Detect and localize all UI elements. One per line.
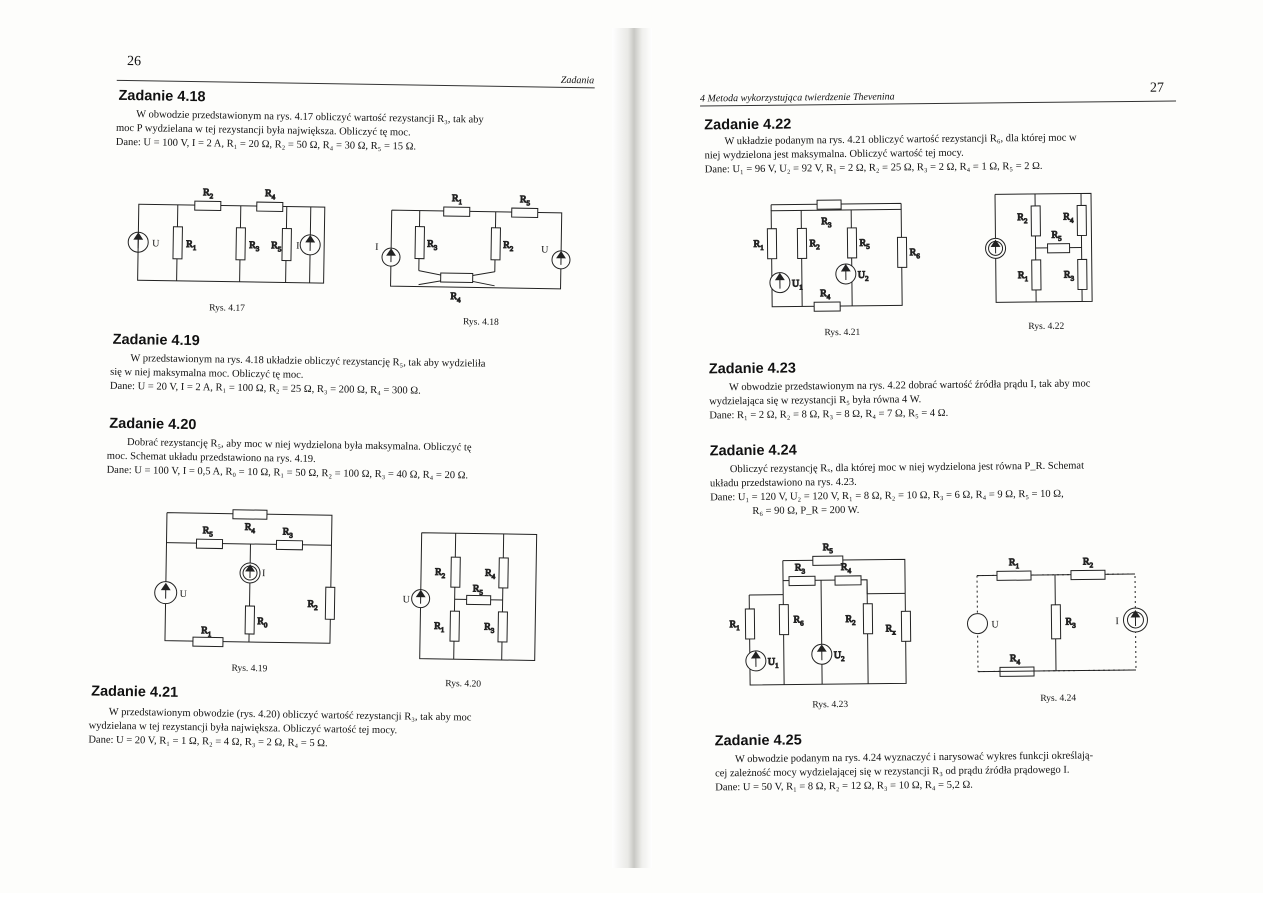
task-line: W przedstawionym obwodzie (rys. 4.20) obliczyć wartość rezystancji R₃, tak aby moc — [108, 706, 472, 724]
figure-caption: Rys. 4.18 — [462, 317, 499, 328]
task-given: Dane: U₁ = 96 V, U₂ = 92 V, R₁ = 2 Ω, R₂ = 25 Ω, R₃ = 2 Ω, R₄ = 1 Ω, R₅ = 2 Ω. — [704, 160, 1043, 176]
task-line: W obwodzie przedstawionym na rys. 4.17 obliczyć wartość rezystancji R₃, tak aby — [136, 109, 484, 126]
label-r3: $R_3$ — [821, 216, 832, 230]
task-line: wydzielająca się w rezystancji R₅ była równa 4 W. — [709, 394, 922, 408]
task-given: R₆ = 90 Ω, P_R = 200 W. — [752, 504, 860, 517]
label-r6: $R_6$ — [909, 247, 920, 261]
label-u2: $U_2$ — [857, 269, 869, 283]
task-given: Dane: U = 20 V, R₁ = 1 Ω, R₂ = 4 Ω, R₃ = 2 Ω, R₄ = 5 Ω. — [88, 734, 328, 750]
task-text — [715, 748, 1211, 795]
label-u: U — [991, 619, 999, 631]
task-text — [107, 436, 600, 486]
label-r2: $R_2$ — [202, 187, 214, 201]
label-r3: $R_3$ — [794, 562, 806, 576]
task-line: W obwodzie przedstawionym na rys. 4.22 dobrać wartość źródła prądu I, tak aby moc — [728, 378, 1091, 394]
label-r5: $R_5$ — [822, 542, 833, 556]
task-given: Dane: U = 100 V, I = 0,5 A, R₀ = 10 Ω, R₁ = 50 Ω, R₂ = 100 Ω, R₃ = 40 Ω, R₄ = 20 Ω. — [106, 464, 469, 482]
running-head: Zadania — [560, 74, 595, 87]
label-r4: $R_4$ — [244, 521, 255, 536]
label-r2: $R_2$ — [1017, 212, 1028, 226]
label-r3: $R_3$ — [427, 238, 438, 252]
label-r2: $R_2$ — [307, 598, 318, 613]
figure-caption: Rys. 4.17 — [209, 303, 246, 314]
label-rx: $R_x$ — [885, 623, 896, 637]
label-r1: $R_1$ — [1008, 557, 1020, 571]
task-line: układu przedstawiono na rys. 4.23. — [709, 476, 857, 490]
figure-caption: Rys. 4.20 — [445, 679, 482, 690]
circuit-diagram — [965, 540, 1166, 682]
label-i: I — [375, 241, 379, 253]
label-r4: $R_4$ — [450, 291, 461, 305]
task-given: Dane: U = 100 V, I = 2 A, R₁ = 20 Ω, R₂ = 50 Ω, R₄ = 30 Ω, R₅ = 15 Ω. — [115, 136, 417, 153]
label-i: I — [296, 240, 300, 252]
label-r4: $R_4$ — [484, 567, 496, 581]
circuit-diagram — [727, 537, 929, 694]
task-title: Zadanie 4.25 — [714, 732, 802, 750]
task-line: Obliczyć rezystancję Rₓ, dla której moc w niej wydzielona jest równa P_R. Schemat — [729, 460, 1085, 476]
label-r2: $R_2$ — [845, 613, 856, 627]
label-r4: $R_4$ — [1063, 211, 1074, 225]
label-r4: $R_4$ — [264, 188, 276, 202]
task-text — [709, 376, 1199, 423]
task-line: cej zależność mocy wydzielającej się w rezystancji R₃ od prądu źródła prądowego I. — [715, 764, 1070, 780]
task-text — [88, 705, 589, 755]
task-title: Zadanie 4.20 — [109, 415, 197, 434]
figure-caption: Rys. 4.24 — [1040, 693, 1077, 704]
task-text — [710, 458, 1211, 519]
label-u1: $U_1$ — [791, 278, 803, 292]
label-r5: $R_5$ — [472, 583, 483, 597]
label-u: U — [152, 238, 160, 250]
task-text — [704, 130, 1194, 177]
label-u: U — [402, 594, 410, 606]
task-title: Zadanie 4.18 — [118, 87, 206, 106]
book-gutter — [612, 28, 652, 868]
task-line: się w niej maksymalna moc. Obliczyć tę moc. — [110, 366, 304, 381]
label-u1: $U_1$ — [767, 656, 779, 670]
page-number: 26 — [126, 54, 142, 70]
label-r1: $R_1$ — [729, 619, 740, 633]
figure-caption: Rys. 4.19 — [231, 663, 268, 675]
task-given: Dane: U = 50 V, R₁ = 8 Ω, R₂ = 12 Ω, R₃ = 10 Ω, R₄ = 5,2 Ω. — [715, 779, 973, 794]
task-line: niej wydzielona jest maksymalna. Obliczyć wartość tej mocy. — [704, 147, 964, 162]
task-line: moc P wydzielana w tej rezystancji była największa. Obliczyć tę moc. — [115, 122, 411, 139]
running-head: 4 Metoda wykorzystująca twierdzenie Thevenina — [699, 91, 895, 105]
figure-caption: Rys. 4.22 — [1028, 321, 1065, 333]
task-line: moc. Schemat układu przedstawiono na rys. 4.19. — [106, 450, 316, 466]
label-r1: $R_1$ — [186, 238, 197, 253]
circuit-diagram — [370, 186, 602, 305]
task-line: wydzielana w tej rezystancji była największa. Obliczyć wartość tej mocy. — [88, 720, 398, 737]
label-r5: $R_5$ — [859, 237, 870, 251]
label-i: I — [1115, 616, 1119, 628]
task-title: Zadanie 4.24 — [709, 442, 797, 460]
circuit-diagram — [751, 193, 922, 315]
figure-caption: Rys. 4.23 — [812, 699, 849, 711]
label-r3: $R_3$ — [1063, 269, 1075, 283]
task-title: Zadanie 4.23 — [708, 360, 796, 378]
page-number: 27 — [1149, 80, 1164, 96]
circuit-diagram — [390, 518, 572, 671]
task-line: W układzie podanym na rys. 4.21 obliczyć wartość rezystancji R₆, dla której moc w — [724, 132, 1077, 148]
label-r4: $R_4$ — [840, 561, 852, 575]
label-u2: $U_2$ — [833, 650, 845, 664]
label-r3: $R_3$ — [484, 621, 495, 635]
task-title: Zadanie 4.21 — [91, 683, 179, 701]
label-r2: $R_2$ — [503, 239, 514, 254]
left-page — [0, 0, 612, 903]
label-r5: $R_5$ — [1051, 229, 1062, 243]
task-given: Dane: U = 20 V, I = 2 A, R₁ = 100 Ω, R₂ = 25 Ω, R₃ = 200 Ω, R₄ = 300 Ω. — [109, 380, 421, 397]
label-r3: $R_3$ — [282, 526, 293, 540]
label-r6: $R_6$ — [793, 614, 804, 628]
label-r5: $R_5$ — [519, 194, 531, 208]
task-given: Dane: R₁ = 2 Ω, R₂ = 8 Ω, R₃ = 8 Ω, R₄ = 7 Ω, R₅ = 4 Ω. — [709, 407, 949, 422]
label-r5: $R_5$ — [271, 240, 282, 254]
label-r2: $R_2$ — [1082, 556, 1094, 570]
circuit-diagram — [981, 185, 1112, 314]
task-title: Zadanie 4.22 — [704, 116, 792, 134]
label-r1: $R_1$ — [201, 625, 212, 639]
label-r1: $R_1$ — [434, 620, 445, 635]
task-line: W przedstawionym na rys. 4.18 układzie obliczyć rezystancję R₅, tak aby wydzieliła — [130, 353, 486, 370]
task-line: W obwodzie podanym na rys. 4.24 wyznaczyć i narysować wykres funkcji określają- — [734, 750, 1094, 766]
label-r3: $R_3$ — [1065, 616, 1076, 630]
task-given: Dane: U₁ = 120 V, U₂ = 120 V, R₁ = 8 Ω, R₂ = 10 Ω, R₃ = 6 Ω, R₄ = 9 Ω, R₅ = 10 Ω, — [710, 488, 1064, 504]
right-page — [649, 0, 1263, 893]
header-rule — [117, 80, 595, 89]
label-r4: $R_4$ — [819, 288, 831, 302]
label-r4: $R_4$ — [1009, 653, 1021, 667]
label-r2: $R_2$ — [809, 238, 820, 252]
task-text — [110, 352, 601, 402]
label-r3: $R_3$ — [249, 239, 260, 254]
task-text — [116, 108, 602, 158]
figure-caption: Rys. 4.21 — [824, 327, 861, 339]
label-u: U — [179, 588, 188, 601]
label-r1: $R_1$ — [1017, 270, 1029, 284]
label-u: U — [541, 244, 549, 256]
label-r1: $R_1$ — [753, 238, 764, 252]
label-r5: $R_5$ — [202, 525, 213, 539]
task-title: Zadanie 4.19 — [112, 331, 200, 350]
label-r1: $R_1$ — [451, 193, 463, 207]
circuit-diagram — [145, 500, 357, 653]
circuit-diagram — [115, 182, 347, 296]
label-r2: $R_2$ — [434, 566, 446, 581]
task-line: Dobrać rezystancję R₅, aby moc w niej wydzielona była maksymalna. Obliczyć tę — [126, 437, 472, 454]
label-i: I — [261, 568, 266, 580]
label-r0: $R_0$ — [257, 616, 268, 630]
